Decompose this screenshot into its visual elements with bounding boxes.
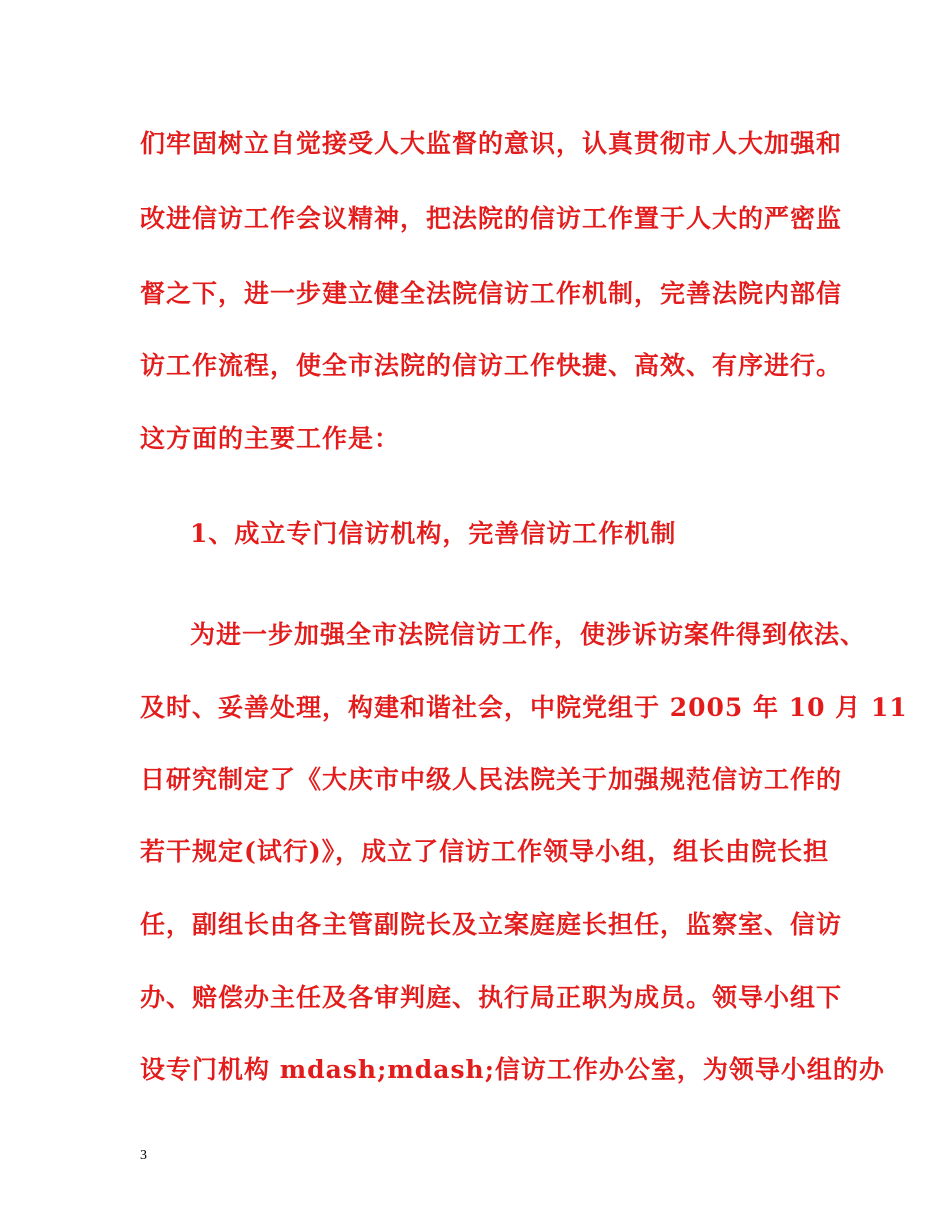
text-line: 若干规定(试行)》，成立了信访工作领导小组，组长由院长担: [140, 837, 830, 866]
text-line: 日研究制定了《大庆市中级人民法院关于加强规范信访工作的: [140, 765, 843, 794]
text-line: 这方面的主要工作是：: [140, 424, 401, 453]
text-line: 改进信访工作会议精神，把法院的信访工作置于人大的严密监: [140, 204, 843, 233]
text-line: 督之下，进一步建立健全法院信访工作机制，完善法院内部信: [140, 279, 843, 308]
text-line: 任，副组长由各主管副院长及立案庭庭长担任，监察室、信访: [140, 910, 843, 939]
text-line: 办、赔偿办主任及各审判庭、执行局正职为成员。领导小组下: [140, 983, 843, 1012]
text-line: 访工作流程，使全市法院的信访工作快捷、高效、有序进行。: [140, 351, 843, 380]
text-line: 们牢固树立自觉接受人大监督的意识，认真贯彻市人大加强和: [140, 129, 843, 158]
text-line: 设专门机构 mdash;mdash;信访工作办公室，为领导小组的办: [140, 1055, 885, 1084]
text-line: 及时、妥善处理，构建和谐社会，中院党组于 2005 年 10 月 11: [140, 693, 908, 722]
section-heading: 1、成立专门信访机构，完善信访工作机制: [190, 519, 677, 548]
text-line: 为进一步加强全市法院信访工作，使涉诉访案件得到依法、: [190, 620, 867, 649]
page-number: 3: [140, 1148, 147, 1163]
